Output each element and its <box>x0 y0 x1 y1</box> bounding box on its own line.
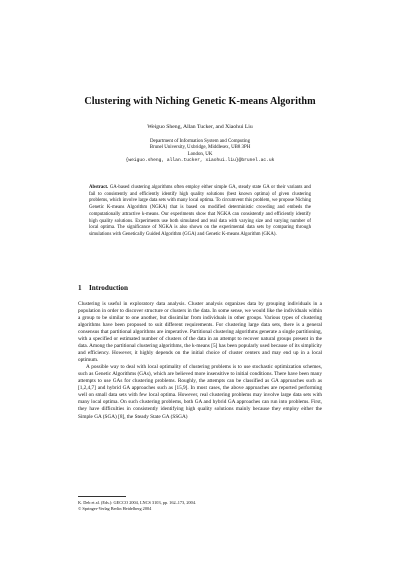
paper-authors: Weiguo Sheng, Allan Tucker, and Xiaohui Liu <box>147 124 253 130</box>
section-title: Introduction <box>89 284 129 292</box>
footer-copyright: © Springer-Verlag Berlin Heidelberg 2004 <box>78 506 152 511</box>
intro-paragraph-2: A possible way to deal with local optimality of clustering problems is to use stochastic optimization schemes, such as Genetic Algorithms (GAs), which are believed more insensitive to initial conditions. There have been many attempts to use GAs for clustering problems. Roughly, the attempts can be classified as GA approaches such as [1,2,4,7] and hybrid GA approaches such as [15,9]. In most cases, the above approaches are reported performing well on small data sets with few local optima. However, real clustering problems may involve large data sets with many local optima. On such clustering problems, both GA and hybrid GA approaches can run into problems. First, they have difficulties in consistently identifying high quality solutions mainly because they employ either the Simple GA (SGA) [8], the Steady State GA (SSGA) <box>78 364 322 420</box>
affiliation-city: London, UK <box>187 151 213 157</box>
author-emails: {weiguo.sheng, allan.tucker, xiaohui.liu}@brunel.ac.uk <box>125 158 275 164</box>
abstract-label: Abstract. <box>89 185 109 190</box>
footer-citation: K. Deb et al. (Eds.): GECCO 2004, LNCS 3103, pp. 162–173, 2004. <box>78 500 197 505</box>
section-heading <box>78 284 128 292</box>
affiliation-department: Department of Information System and Computing <box>149 139 251 144</box>
paper-title: Clustering with Niching Genetic K-means Algorithm <box>84 96 316 107</box>
section-number: 1 <box>78 284 82 292</box>
abstract <box>89 185 311 239</box>
abstract-text: GA-based clustering algorithms often employ either simple GA, steady state GA or their variants and fail to consistently and efficiently identify high quality solutions (best known optima) of given clustering problems, which involve large data sets with many local optima. To circumvent this problem, we propose Niching Genetic K-means Algorithm (NGKA) that is based on modified deterministic crowding and embeds the computationally attractive k-means. Our experiments show that NGKA can consistently and efficiently identify high quality solutions. Experiments use both simulated and real data with varying size and varying number of local optima. The significance of NGKA is also shown on the experimental data sets by comparing through simulations with Genetically Guided Algorithm (GGA) and Genetic K-means Algorithm (GKA). <box>89 185 311 237</box>
intro-paragraph-1: Clustering is useful in exploratory data analysis. Cluster analysis organizes data by grouping individuals in a population in order to discover structure or clusters in the data. In some sense, we would like the individuals within a group to be similar to one another, but dissimilar from individuals in other groups. Various types of clustering algorithms have been proposed to suit different requirements. For clustering large data sets, there is a general consensus that partitional algorithms are imperative. Partitional clustering algorithms generate a single partitioning, with a specified or estimated number of clusters of the data in an attempt to recover natural groups present in the data. Among the partitional clustering algorithms, the k-means [5] has been popularly used because of its simplicity and efficiency. However, it highly depends on the initial choice of cluster centers and may end up in a local optimum. <box>78 301 322 364</box>
footer-rule <box>78 496 126 497</box>
page-footer <box>78 500 196 512</box>
affiliation-university: Brunel University, Uxbridge, Middlesex, UB8 3PH <box>149 145 251 151</box>
affiliation-block <box>40 139 360 165</box>
intro-body <box>78 301 322 421</box>
